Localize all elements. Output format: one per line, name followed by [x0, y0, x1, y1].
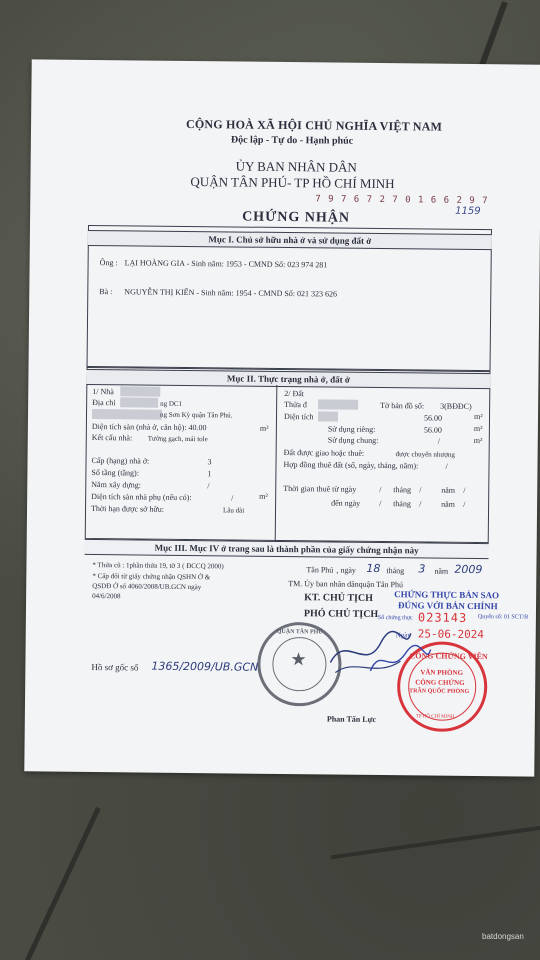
- sign-month: 3: [418, 562, 426, 576]
- notary-signature-icon: [365, 641, 435, 682]
- sign-place: Tân Phú: [306, 565, 334, 575]
- notary-seal-line-1: VĂN PHÒNG: [420, 668, 463, 677]
- house-address-line2: ng Sơn Kỳ quận Tân Phú.: [159, 410, 233, 420]
- sign-day: 18: [366, 561, 381, 576]
- owner2-label: Bà :: [99, 287, 113, 297]
- note-old-parcel: * Thửa cũ : 1phần thửa 19, tờ 3 ( ĐCCQ 2000): [92, 561, 224, 571]
- header-republic: CỘNG HOÀ XÃ HỘI CHỦ NGHĨA VIỆT NAM: [186, 116, 443, 134]
- owner1-label: Ông :: [99, 258, 118, 268]
- section1-heading: Mục I. Chủ sở hữu nhà ở và sử dụng đất ở: [88, 230, 492, 250]
- house-ownership: Lâu dài: [222, 506, 245, 515]
- land-parcel-label: Thửa đ: [284, 400, 307, 410]
- land-title: 2/ Đất: [284, 389, 305, 399]
- file-label: Hồ sơ gốc số: [91, 662, 139, 673]
- land-lease-from-year-slash: /: [463, 485, 466, 495]
- land-lease-label: Hợp đồng thuê đất (số, ngày, tháng, năm):: [283, 460, 419, 471]
- land-lease-to-label: đến ngày: [331, 498, 361, 508]
- land-lease-from-month-label: tháng: [393, 485, 412, 495]
- land-lease-to-slash: /: [379, 499, 382, 509]
- notary-seal-line-2: CÔNG CHỨNG: [415, 678, 465, 687]
- house-floors: 1: [207, 469, 212, 479]
- house-structure: Tường gạch, mái tole: [147, 434, 208, 444]
- land-private: 56.00: [423, 425, 442, 435]
- section3-heading: Mục III. Mục IV ở trang sau là thành phần của giấy chứng nhận này: [85, 539, 489, 559]
- land-private-label: Sử dụng riêng:: [327, 424, 376, 434]
- header-committee: ỦY BAN NHÂN DÂN: [235, 158, 357, 175]
- house-floor-area-unit: m²: [259, 423, 269, 433]
- house-address-line1: ng DC1: [160, 399, 183, 408]
- note-reissue-1: * Cấp đổi từ giấy chứng nhận QSHN Ở &: [92, 572, 211, 582]
- section2-heading: Mục II. Thực trạng nhà ở, đất ở: [86, 369, 490, 389]
- notary-date-label: Ngày: [395, 631, 411, 640]
- header-district: QUẬN TÂN PHÚ- TP HỒ CHÍ MINH: [190, 174, 395, 192]
- house-aux-area-label: Diện tích sàn nhà phụ (nếu có):: [91, 491, 192, 503]
- notary-cert-number: 023143: [417, 610, 468, 625]
- land-lease-from-month-slash: /: [419, 485, 422, 495]
- land-allocation-label: Đất được giao hoặc thuê:: [283, 448, 365, 458]
- house-grade-label: Cấp (hạng) nhà ở:: [91, 455, 150, 466]
- land-lease-to-month-label: tháng: [393, 499, 411, 509]
- sign-role-1: KT. CHỦ TỊCH: [304, 592, 373, 604]
- land-allocation: được chuyển nhượng: [395, 450, 455, 459]
- notary-title-1: CHỨNG THỰC BẢN SAO: [394, 589, 500, 601]
- note-reissue-3: 04/6/2008: [92, 592, 121, 601]
- land-area-label: Diện tích: [283, 412, 314, 422]
- house-title: 1/ Nhà: [92, 387, 114, 397]
- land-map-label: Tờ bản đồ số:: [380, 401, 425, 411]
- certificate-title: CHỨNG NHẬN: [242, 209, 351, 226]
- notary-book: Quyển số: 01 SCT/B: [477, 614, 529, 621]
- house-floor-area: Diện tích sàn (nhà ở, căn hộ): 40.00: [91, 421, 207, 433]
- sign-role-2: PHÓ CHỦ TỊCH: [303, 608, 379, 621]
- redacted-block: [318, 399, 358, 409]
- house-address-label: Địa chỉ: [92, 398, 116, 408]
- notary-officer: CÔNG CHỨNG VIÊN: [409, 651, 488, 662]
- watermark: batdongsan: [482, 932, 524, 941]
- house-aux-area: /: [231, 493, 234, 503]
- header-motto: Độc lập - Tự do - Hạnh phúc: [230, 134, 354, 147]
- land-area: 56.00: [423, 413, 443, 423]
- notary-date: 25-06-2024: [417, 627, 485, 642]
- district-seal-star-icon: ★: [290, 649, 307, 670]
- house-year: /: [207, 481, 210, 491]
- house-floors-label: Số tầng (tầng):: [91, 467, 140, 478]
- file-number: 1365/2009/UB.GCN: [151, 659, 259, 674]
- certificate-paper: [24, 59, 540, 776]
- land-map: 3(BĐĐC): [440, 401, 472, 411]
- house-structure-label: Kết cấu nhà:: [91, 432, 133, 443]
- house-grade: 3: [207, 457, 212, 467]
- handwritten-number: 1159: [455, 205, 481, 218]
- land-area-unit: m²: [473, 412, 483, 422]
- land-lease: /: [445, 461, 448, 471]
- land-lease-from-label: Thời gian thuê từ ngày: [283, 484, 357, 494]
- sign-month-label: tháng: [386, 566, 405, 576]
- house-aux-area-unit: m²: [259, 491, 268, 501]
- district-seal-ring-text: QUẬN TÂN PHÚ: [276, 628, 323, 636]
- land-lease-from-slash: /: [379, 485, 382, 495]
- serial-number: 7 9 7 6 7 2 7 0 1 6 6 2 9 7: [315, 194, 489, 207]
- redacted-block: [120, 397, 158, 407]
- notary-cert-label: Số chứng thực: [377, 615, 413, 622]
- house-year-label: Năm xây dựng:: [91, 479, 142, 490]
- redacted-block: [120, 386, 160, 396]
- signer-name: Phan Tấn Lực: [326, 714, 377, 724]
- land-lease-to-year-slash: /: [463, 499, 466, 509]
- sign-year: 2009: [454, 562, 483, 577]
- redacted-block: [92, 409, 162, 420]
- land-private-unit: m²: [473, 423, 483, 434]
- house-ownership-label: Thời hạn được sở hữu:: [90, 503, 165, 514]
- notary-title-2: ĐÚNG VỚI BẢN CHÍNH: [397, 600, 498, 612]
- sign-year-label: năm: [434, 566, 449, 576]
- redacted-block: [318, 411, 338, 421]
- land-lease-from-year-label: năm: [441, 485, 456, 495]
- land-lease-to-month-slash: /: [419, 499, 422, 509]
- land-shared-label: Sử dụng chung:: [327, 435, 379, 445]
- owner2-info: NGUYỄN THỊ KIẾN - Sinh năm: 1954 - CMND Số: 021 323 626: [124, 287, 338, 299]
- land-shared-unit: m²: [473, 435, 483, 446]
- land-lease-to-year-label: năm: [441, 499, 455, 509]
- sign-day-label: , ngày: [336, 565, 357, 575]
- owner1-info: LẠI HOÀNG GIA - Sinh năm: 1953 - CMND Số: 023 974 281: [124, 258, 328, 270]
- sign-authority: TM. Ủy ban nhân dânquận Tân Phú: [288, 579, 404, 590]
- notary-seal-line-3: TRẦN QUỐC PHÒNG: [409, 688, 470, 695]
- land-shared: /: [437, 436, 441, 446]
- notary-seal-ring-text: TP HỒ CHÍ MINH: [415, 714, 455, 720]
- note-reissue-2: QSDĐ Ở số 4060/2008/UB.GCN ngày: [92, 582, 202, 592]
